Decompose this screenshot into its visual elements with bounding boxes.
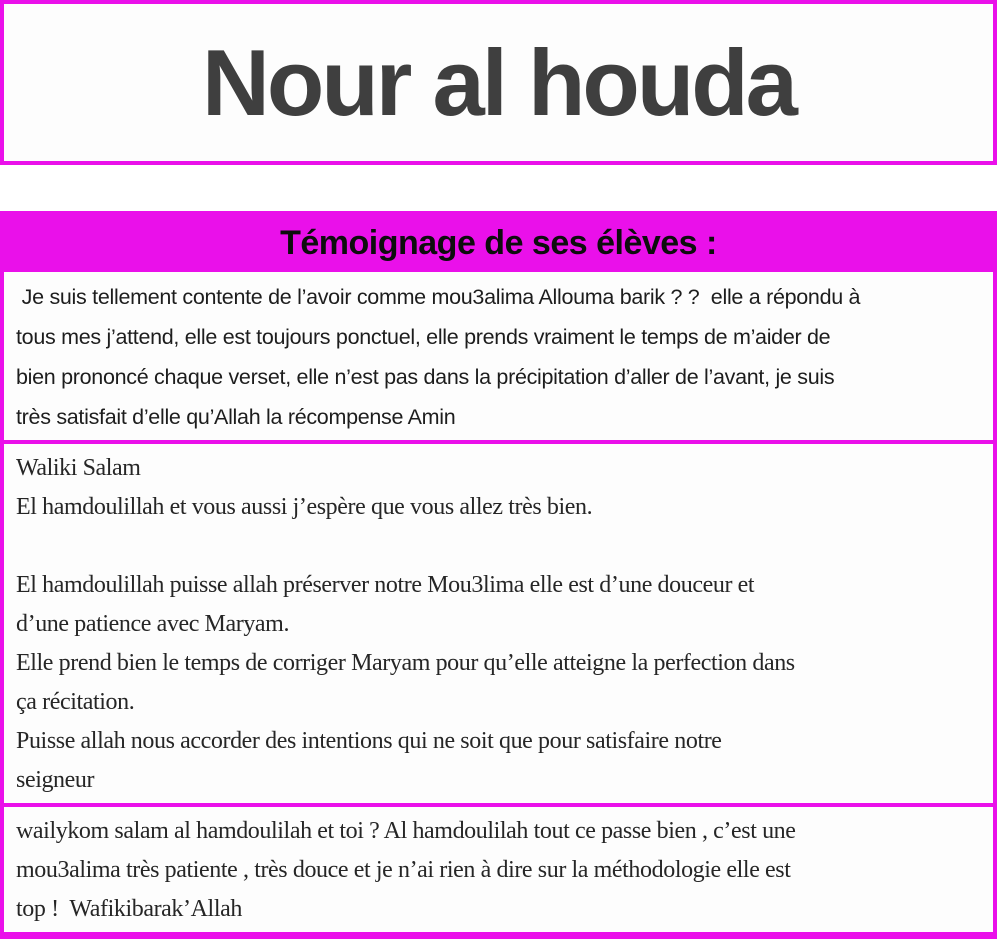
testimonial-line-blank xyxy=(16,527,981,566)
testimonial-line: Waliki Salam xyxy=(16,455,141,481)
testimonial-line: bien prononcé chaque verset, elle n’est pas dans la précipitation d’aller de l’avant, je suis xyxy=(16,365,835,389)
testimonial-block-2 xyxy=(4,440,993,803)
testimonial-line: mou3alima très patiente , très douce et je n’ai rien à dire sur la méthodologie elle est xyxy=(16,857,791,883)
testimonial-line: El hamdoulillah et vous aussi j’espère que vous allez très bien. xyxy=(16,494,593,520)
testimonial-line: top ! Wafikibarak’Allah xyxy=(16,896,242,922)
testimonial-line: seigneur xyxy=(16,767,95,793)
testimonials-panel xyxy=(0,211,997,939)
testimonial-line: Puisse allah nous accorder des intentions qui ne soit que pour satisfaire notre xyxy=(16,728,722,754)
section-header-banner xyxy=(4,215,993,272)
section-header-title: Témoignage de ses élèves : xyxy=(280,224,717,262)
testimonial-line: Je suis tellement contente de l’avoir comme mou3alima Allouma barik ? ? elle a répondu à xyxy=(16,285,861,309)
testimonial-line: ça récitation. xyxy=(16,689,135,715)
testimonial-line: wailykom salam al hamdoulilah et toi ? Al hamdoulilah tout ce passe bien , c’est une xyxy=(16,818,796,844)
testimonial-block-1 xyxy=(4,272,993,440)
page-title: Nour al houda xyxy=(202,29,795,135)
testimonial-line: Elle prend bien le temps de corriger Maryam pour qu’elle atteigne la perfection dans xyxy=(16,650,795,676)
title-box xyxy=(0,0,997,165)
testimonial-line: d’une patience avec Maryam. xyxy=(16,611,290,637)
spacer xyxy=(0,165,997,211)
testimonial-block-3 xyxy=(4,803,993,932)
testimonial-line: El hamdoulillah puisse allah préserver notre Mou3lima elle est d’une douceur et xyxy=(16,572,755,598)
testimonial-line: très satisfait d’elle qu’Allah la récompense Amin xyxy=(16,405,456,429)
testimonial-line: tous mes j’attend, elle est toujours ponctuel, elle prends vraiment le temps de m’aider de xyxy=(16,325,831,349)
